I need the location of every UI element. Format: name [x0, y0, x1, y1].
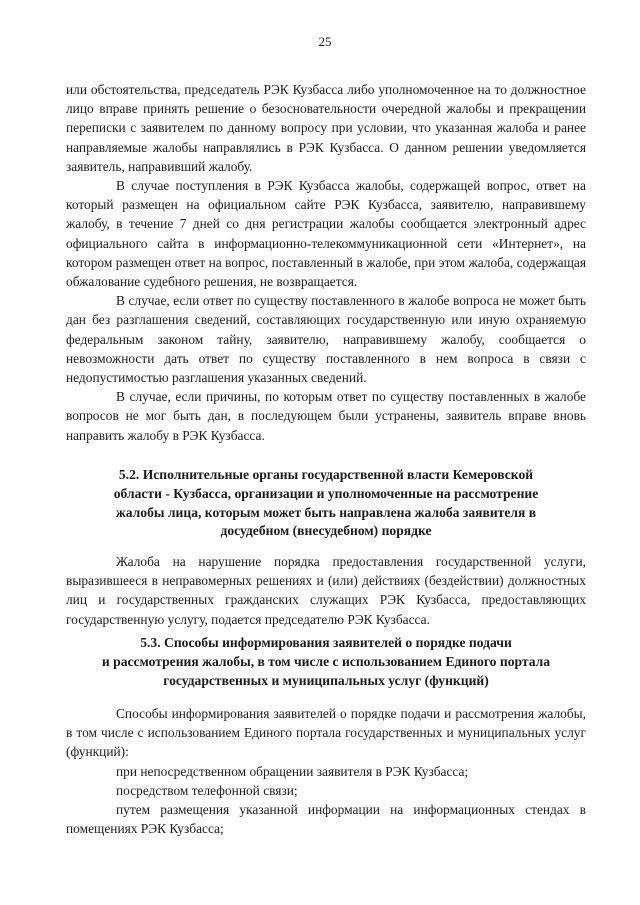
paragraph: В случае поступления в РЭК Кузбасса жалобы, содержащей вопрос, ответ на который размещен на официальном сайте РЭК Кузбасса, заявителю, направившему жалобу, в течение 7 дней со дня регистрации жалобы сообщается электронный адрес официального сайта в информационно-телекоммуникационной сети «Интернет», на котором размещен ответ на вопрос, поставленный в жалобе, при этом жалоба, содержащая обжалование судебного решения, не возвращается. — [66, 178, 586, 290]
section-5-3-body — [66, 704, 586, 838]
heading-line: и рассмотрения жалобы, в том числе с использованием Единого портала — [101, 653, 551, 669]
paragraph: Жалоба на нарушение порядка предоставления государственной услуги, выразившееся в неправомерных решениях и (или) действиях (бездействии) должностных лиц и государственных гражданских служащих РЭК Кузбасса, предоставляющих государственную услугу, подается председателю РЭК Кузбасса. — [66, 554, 586, 627]
heading-line: 5.2. Исполнительные органы государственной власти Кемеровской — [118, 467, 534, 482]
section-5-2-body — [66, 552, 586, 629]
list-item: посредством телефонной связи; — [116, 782, 298, 798]
paragraph: В случае, если ответ по существу поставленного в жалобе вопроса не может быть дан без разглашения сведений, составляющих государственную или иную охраняемую федеральным законом тайну, заявителю, направившему жалобу, сообщается о невозможности дать ответ по существу поставленного в нем вопроса в связи с недопустимостью разглашения указанных сведений. — [66, 293, 586, 386]
page-number: 25 — [318, 34, 332, 49]
heading-line: досудебном (внесудебном) порядке — [220, 523, 432, 539]
heading-line: жалобы лица, которым может быть направлена жалоба заявителя в — [115, 504, 537, 520]
paragraph-continuation: или обстоятельства, председатель РЭК Кузбасса либо уполномоченное на то должностное лицо вправе принять решение о безосновательности очередной жалобы и прекращении переписки с заявителем по данному вопросу при условии, что указанная жалоба и ранее направляемые жалобы направлялись в РЭК Кузбасса. О данном решении уведомляется заявитель, направивший жалобу. — [66, 82, 586, 174]
body-block-top — [66, 80, 586, 445]
heading-line: области - Кузбасса, организации и уполномоченные на рассмотрение — [113, 485, 539, 501]
list-item: при непосредственном обращении заявителя в РЭК Кузбасса; — [116, 763, 469, 779]
heading-line: государственных и муниципальных услуг (функций) — [163, 672, 489, 688]
heading-line: 5.3. Способы информирования заявителей о порядке подачи — [140, 635, 512, 650]
section-5-2-heading — [66, 466, 586, 541]
list-item: путем размещения указанной информации на информационных стендах в помещениях РЭК Кузбасса; — [66, 802, 586, 837]
paragraph: Способы информирования заявителей о порядке подачи и рассмотрения жалобы, в том числе с использованием Единого портала государственных и муниципальных услуг (функций): — [66, 706, 586, 760]
section-5-3-heading — [66, 634, 586, 690]
paragraph: В случае, если причины, по которым ответ по существу поставленных в жалобе вопросов не мог быть дан, в последующем были устранены, заявитель вправе вновь направить жалобу в РЭК Кузбасса. — [66, 389, 586, 443]
